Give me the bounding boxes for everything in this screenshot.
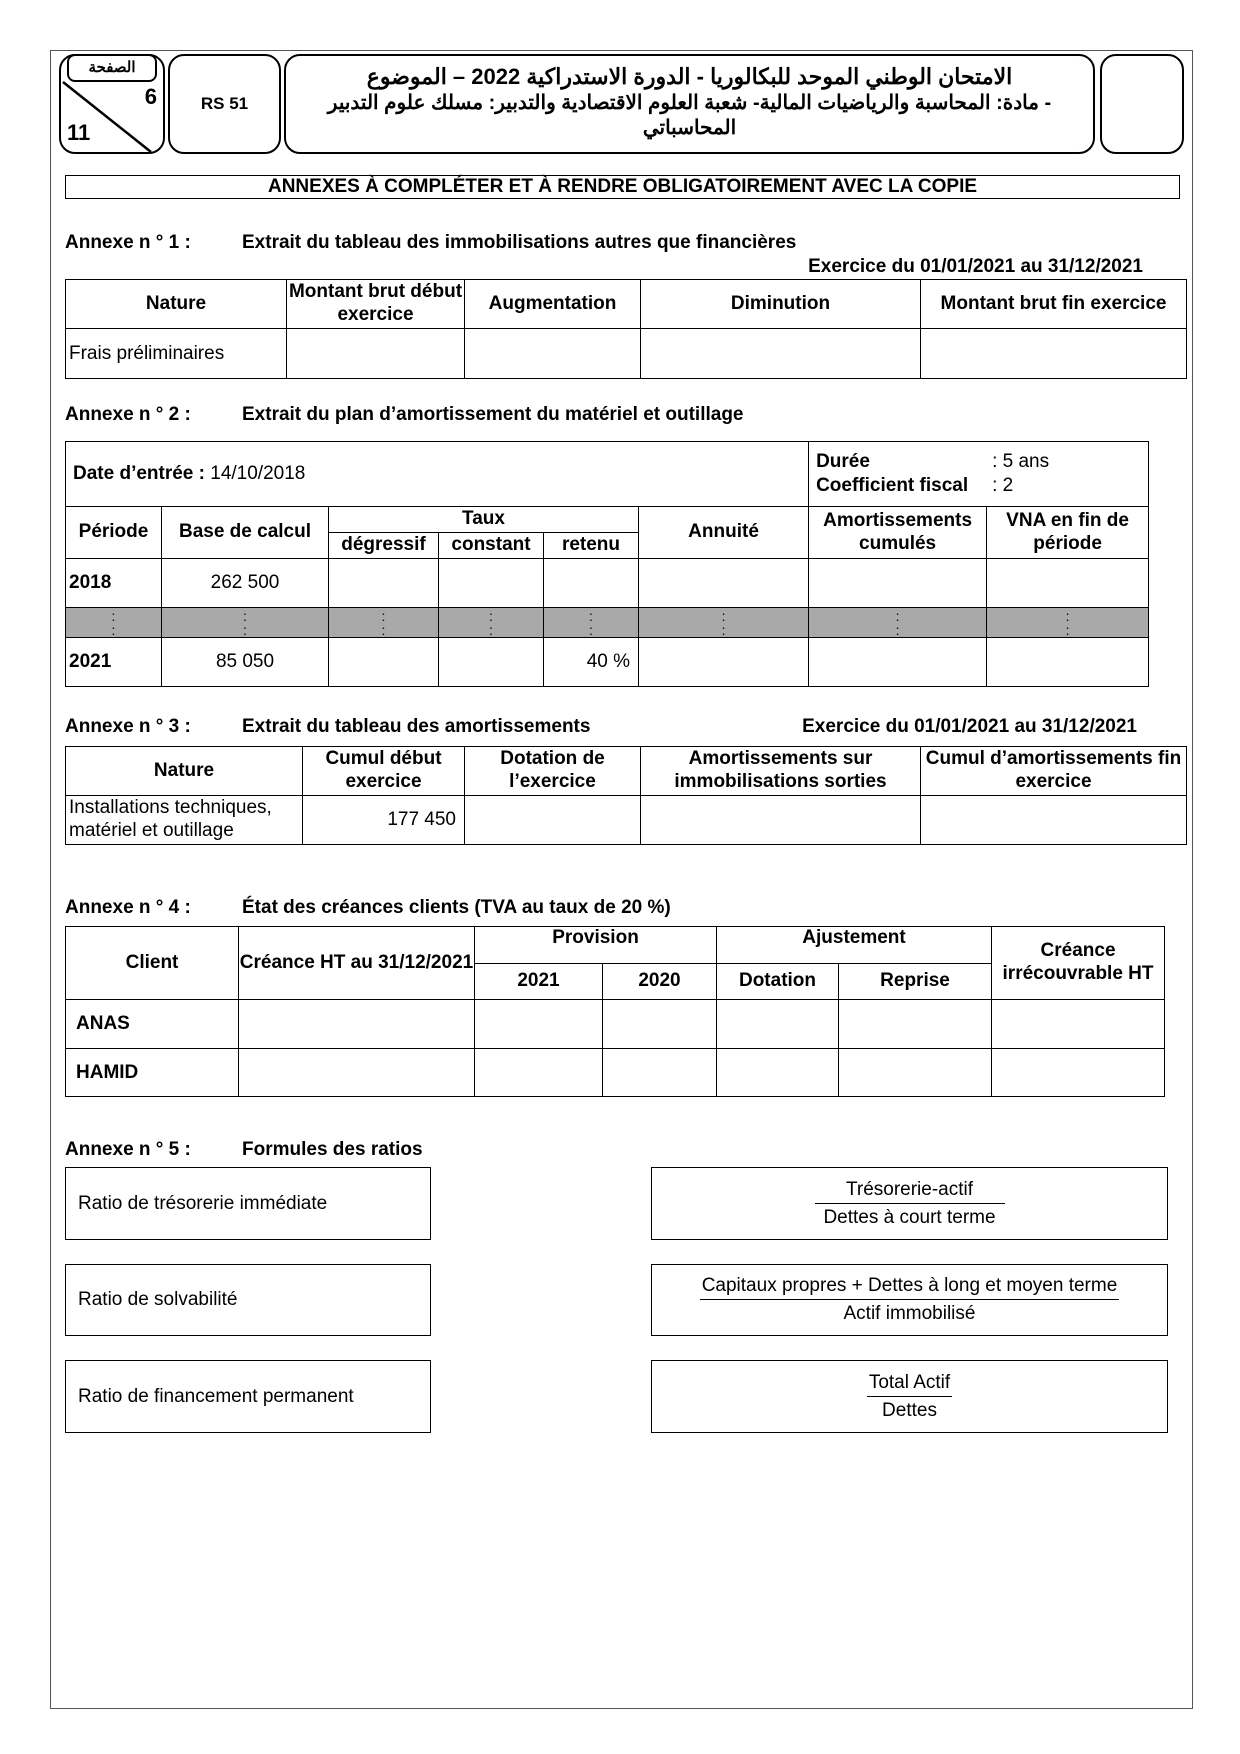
cell-input[interactable] (239, 1049, 475, 1097)
table-row (66, 1000, 1165, 1049)
annexe1-exercice: Exercice du 01/01/2021 au 31/12/2021 (808, 256, 1143, 277)
cell-periode: 2018 (66, 559, 162, 608)
cell-input[interactable] (839, 1049, 992, 1097)
duree-value: : 5 ans (992, 451, 1050, 473)
cell-input[interactable] (329, 638, 439, 687)
cell-input[interactable] (992, 1049, 1165, 1097)
empty-header-box (1100, 54, 1184, 154)
ratio-name: Ratio de financement permanent (65, 1360, 431, 1433)
cell-input[interactable] (641, 796, 921, 845)
cell-input[interactable] (603, 1049, 717, 1097)
cell-input[interactable] (465, 796, 641, 845)
cell-input[interactable] (639, 559, 809, 608)
cell-cumul: 177 450 (303, 796, 465, 845)
cell-input[interactable] (809, 559, 987, 608)
table-row (66, 559, 1149, 608)
exam-subject: - مادة: المحاسبة والرياضيات المالية- شعبة العلوم الاقتصادية والتدبير: مسلك علوم التدبير (327, 92, 1052, 114)
col-header: Augmentation (465, 280, 641, 329)
col-header: Montant brut fin exercice (921, 280, 1187, 329)
col-header: Client (66, 927, 239, 1000)
cell-input[interactable] (439, 638, 544, 687)
col-header: Nature (66, 280, 287, 329)
cell-input[interactable] (921, 329, 1187, 379)
col-header: Amortissements sur immobilisations sorties (641, 747, 921, 796)
ratio-name: Ratio de solvabilité (65, 1264, 431, 1336)
annexe1-title: Extrait du tableau des immobilisations autres que financières (242, 232, 797, 253)
cell-input[interactable] (465, 329, 641, 379)
cell-input[interactable] (475, 1049, 603, 1097)
annexe3-exercice: Exercice du 01/01/2021 au 31/12/2021 (802, 716, 1137, 737)
cell-input[interactable] (544, 559, 639, 608)
cell-input[interactable] (639, 638, 809, 687)
annexes-banner: ANNEXES À COMPLÉTER ET À RENDRE OBLIGATOIREMENT AVEC LA COPIE (65, 175, 1180, 199)
annexe4-label: Annexe n ° 4 : (65, 897, 191, 918)
annexe3-title: Extrait du tableau des amortissements (242, 716, 591, 737)
date-value: 14/10/2018 (210, 463, 306, 485)
cell-input[interactable] (992, 1000, 1165, 1049)
cell-nature: Installations techniques, matériel et outillage (66, 796, 303, 845)
table-row (66, 329, 1187, 379)
col-header: Période (66, 507, 162, 559)
coef-label: Coefficient fiscal (816, 475, 969, 496)
col-header: Annuité (639, 507, 809, 559)
cell-periode: 2021 (66, 638, 162, 687)
date-label: Date d’entrée : (73, 463, 205, 485)
page-current: 6 (144, 84, 157, 109)
cell-input[interactable] (641, 329, 921, 379)
cell-input[interactable] (921, 796, 1187, 845)
ratio-formula: Trésorerie-actif Dettes à court terme (651, 1167, 1168, 1240)
annexe5-title: Formules des ratios (242, 1139, 423, 1160)
col-header: VNA en fin de période (987, 507, 1149, 559)
ratio-formula: Capitaux propres + Dettes à long et moyen terme Actif immobilisé (651, 1264, 1168, 1336)
ratio-name: Ratio de trésorerie immédiate (65, 1167, 431, 1240)
table-row (66, 1049, 1165, 1097)
cell-input[interactable] (239, 1000, 475, 1049)
table-row (66, 796, 1187, 845)
annexe2-title: Extrait du plan d’amortissement du matériel et outillage (242, 404, 744, 425)
ratio-formula: Total Actif Dettes (651, 1360, 1168, 1433)
cell-input[interactable] (839, 1000, 992, 1049)
col-header: Provision (475, 927, 717, 964)
col-header: constant (439, 533, 544, 559)
cell-input[interactable] (717, 1000, 839, 1049)
col-header: Créance irrécouvrable HT (992, 927, 1165, 1000)
col-header: Amortissements cumulés (809, 507, 987, 559)
cell-client: ANAS (66, 1000, 239, 1049)
annexe4-title: État des créances clients (TVA au taux de 20 %) (242, 897, 671, 918)
col-header: Base de calcul (162, 507, 329, 559)
cell-retenu: 40 % (544, 638, 639, 687)
col-header: Dotation (717, 964, 839, 1000)
exam-track: المحاسباتي (642, 117, 737, 139)
col-header: dégressif (329, 533, 439, 559)
col-header: Montant brut début exercice (287, 280, 465, 329)
col-header: Cumul d’amortissements fin exercice (921, 747, 1187, 796)
duree-label: Durée (816, 451, 870, 473)
col-header: Diminution (641, 280, 921, 329)
cell-input[interactable] (987, 559, 1149, 608)
col-header: Créance HT au 31/12/2021 (239, 927, 475, 1000)
ellipsis-row: : : : : : : : : : : : : : : : : (66, 608, 1149, 638)
cell-input[interactable] (475, 1000, 603, 1049)
coef-value: : 2 (992, 475, 1014, 496)
cell-input[interactable] (717, 1049, 839, 1097)
cell-nature: Frais préliminaires (66, 329, 287, 379)
annexe1-table (65, 279, 1187, 379)
page-label: الصفحة (67, 54, 157, 82)
annexe2-label: Annexe n ° 2 : (65, 404, 191, 425)
cell-base: 85 050 (162, 638, 329, 687)
cell-input[interactable] (809, 638, 987, 687)
col-header: Taux (329, 507, 639, 533)
col-header: Reprise (839, 964, 992, 1000)
col-header: 2020 (603, 964, 717, 1000)
annexe2-table (65, 441, 1149, 687)
annexe3-table (65, 746, 1187, 845)
col-header: Nature (66, 747, 303, 796)
col-header: Ajustement (717, 927, 992, 964)
cell-input[interactable] (987, 638, 1149, 687)
cell-input[interactable] (287, 329, 465, 379)
col-header: Dotation de l’exercice (465, 747, 641, 796)
annexe3-label: Annexe n ° 3 : (65, 716, 191, 737)
annexe1-label: Annexe n ° 1 : (65, 232, 191, 253)
cell-base: 262 500 (162, 559, 329, 608)
cell-input[interactable] (329, 559, 439, 608)
table-row (66, 638, 1149, 687)
col-header: retenu (544, 533, 639, 559)
annexe5-label: Annexe n ° 5 : (65, 1139, 191, 1160)
exam-title: الامتحان الوطني الموحد للبكالوريا - الدورة الاستدراكية 2022 – الموضوع (366, 64, 1013, 89)
ellipsis: : : (66, 608, 162, 638)
cell-input[interactable] (603, 1000, 717, 1049)
col-header: Cumul début exercice (303, 747, 465, 796)
col-header: 2021 (475, 964, 603, 1000)
exam-title-box (284, 54, 1095, 154)
annexe4-table (65, 926, 1165, 1097)
cell-input[interactable] (439, 559, 544, 608)
subject-code: RS 51 (168, 54, 281, 154)
page-total: 11 (67, 120, 91, 145)
cell-client: HAMID (66, 1049, 239, 1097)
page-number-box (59, 54, 165, 154)
